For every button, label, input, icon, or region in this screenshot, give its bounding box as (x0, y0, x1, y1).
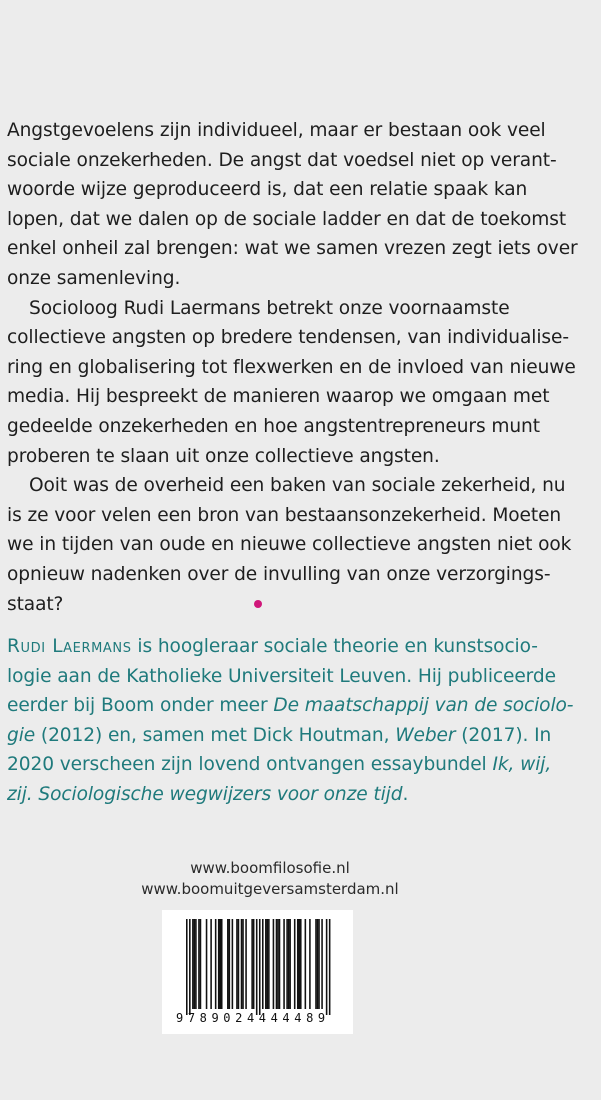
barcode-bar (195, 919, 197, 1009)
barcode-bar (289, 919, 291, 1009)
blurb-line: staat? (7, 593, 64, 615)
blurb-line: lopen, dat we dalen op de sociale ladder en dat de toekomst (7, 208, 567, 230)
barcode-bar (227, 919, 229, 1009)
barcode-bar (238, 919, 240, 1009)
barcode-bar (210, 919, 212, 1009)
blurb-line: sociale onzekerheden. De angst dat voedsel niet op verant- (7, 149, 557, 171)
barcode-bar (298, 919, 300, 1009)
back-cover-blurb (7, 116, 597, 619)
blurb-line: enkel onheil zal brengen: wat we samen vrezen zegt iets over (7, 238, 578, 260)
barcode-bar (329, 919, 331, 1015)
barcode-bar (315, 919, 317, 1009)
barcode-bar (206, 919, 208, 1009)
barcode-bar (286, 919, 288, 1009)
blurb-line: woorde wijze geproduceerd is, dat een relatie spaak kan (7, 179, 528, 201)
barcode-bar (189, 919, 191, 1015)
barcode-bar (198, 919, 200, 1009)
barcode-bar (253, 919, 255, 1009)
website-link[interactable]: www.boomfilosofie.nl (190, 859, 350, 877)
barcode-bar (277, 919, 279, 1009)
barcode-bar (256, 919, 258, 1015)
barcode-bar (317, 919, 319, 1009)
bio-line: eerder bij Boom onder meer De maatschappij van de sociolo- (7, 695, 574, 717)
barcode-bar (215, 919, 217, 1009)
book-title: gie (7, 724, 36, 746)
barcode-bar (305, 919, 307, 1009)
blurb-line: we in tijden van oude en nieuwe collectieve angsten niet ook (7, 534, 572, 556)
barcode-bar (300, 919, 302, 1009)
barcode-bar (309, 919, 311, 1009)
blurb-line: ring en globalisering tot flexwerken en de invloed van nieuwe (7, 356, 576, 378)
blurb-line: opnieuw nadenken over de invulling van onze verzorgings- (7, 563, 551, 585)
blurb-line: Angstgevoelens zijn individueel, maar er bestaan ook veel (7, 120, 546, 141)
barcode-bar (276, 919, 278, 1009)
barcode-bar (259, 919, 261, 1015)
barcode-bar (279, 919, 281, 1009)
barcode-bar (221, 919, 223, 1009)
isbn-barcode (162, 910, 353, 1034)
bio-line: zij. Sociologische wegwijzers voor onze tijd. (7, 783, 409, 805)
barcode-bar (218, 919, 220, 1009)
barcode-bar (294, 919, 296, 1009)
barcode-bar (229, 919, 231, 1009)
barcode-bar (297, 919, 299, 1009)
book-title: De maatschappij van de sociolo- (273, 695, 574, 717)
blurb-line: Socioloog Rudi Laermans betrekt onze voornaamste (29, 297, 510, 319)
barcode-bar (242, 919, 244, 1009)
barcode-bar (245, 919, 247, 1009)
book-title: Weber (395, 724, 456, 746)
barcode-bar (232, 919, 234, 1009)
barcode-bar (241, 919, 243, 1009)
blurb-line: proberen te slaan uit onze collectieve angsten. (7, 445, 440, 467)
barcode-bar (321, 919, 323, 1009)
bio-line: gie (2012) en, samen met Dick Houtman, Weber (2017). In (7, 724, 552, 746)
barcode-bar (200, 919, 202, 1009)
blurb-line: gedeelde onzekerheden en hoe angstentrepreneurs munt (7, 415, 540, 437)
bio-line: 2020 verscheen zijn lovend ontvangen essaybundel Ik, wij, (7, 754, 552, 776)
website-link[interactable]: www.boomuitgeversamsterdam.nl (141, 880, 399, 898)
barcode-bar (219, 919, 221, 1009)
barcode-bar (265, 919, 267, 1009)
barcode-bar (268, 919, 270, 1009)
blurb-line: onze samenleving. (7, 267, 181, 289)
barcode-bar (318, 919, 320, 1009)
barcode-bar (273, 919, 275, 1009)
book-title: Ik, wij, (492, 754, 552, 776)
blurb-line: collectieve angsten op bredere tendensen, van individualise- (7, 327, 569, 349)
barcode-bar (236, 919, 238, 1009)
blurb-line: Ooit was de overheid een baken van sociale zekerheid, nu (29, 475, 566, 497)
blurb-line: media. Hij bespreekt de manieren waarop we omgaan met (7, 386, 550, 408)
author-name: Rudi Laermans (7, 636, 132, 657)
bio-line: logie aan de Katholieke Universiteit Leuven. Hij publiceerde (7, 665, 556, 687)
book-title: zij. Sociologische wegwijzers voor onze tijd (7, 783, 403, 805)
barcode-bar (186, 919, 188, 1015)
barcode-bar (251, 919, 253, 1009)
barcode-bar (262, 919, 264, 1009)
author-bio (7, 632, 597, 810)
bio-line: Rudi Laermans is hoogleraar sociale theorie en kunstsocio- (7, 636, 538, 657)
barcode-bar (192, 919, 194, 1009)
barcode-bar (326, 919, 328, 1015)
decorative-dot (254, 600, 262, 608)
publisher-websites (0, 858, 540, 900)
isbn-number: 9789024444489 (176, 1011, 330, 1025)
barcode-bar (283, 919, 285, 1009)
barcode-bar (194, 919, 196, 1009)
barcode-bar (288, 919, 290, 1009)
blurb-line: is ze voor velen een bron van bestaansonzekerheid. Moeten (7, 504, 562, 526)
barcode-bar (267, 919, 269, 1009)
